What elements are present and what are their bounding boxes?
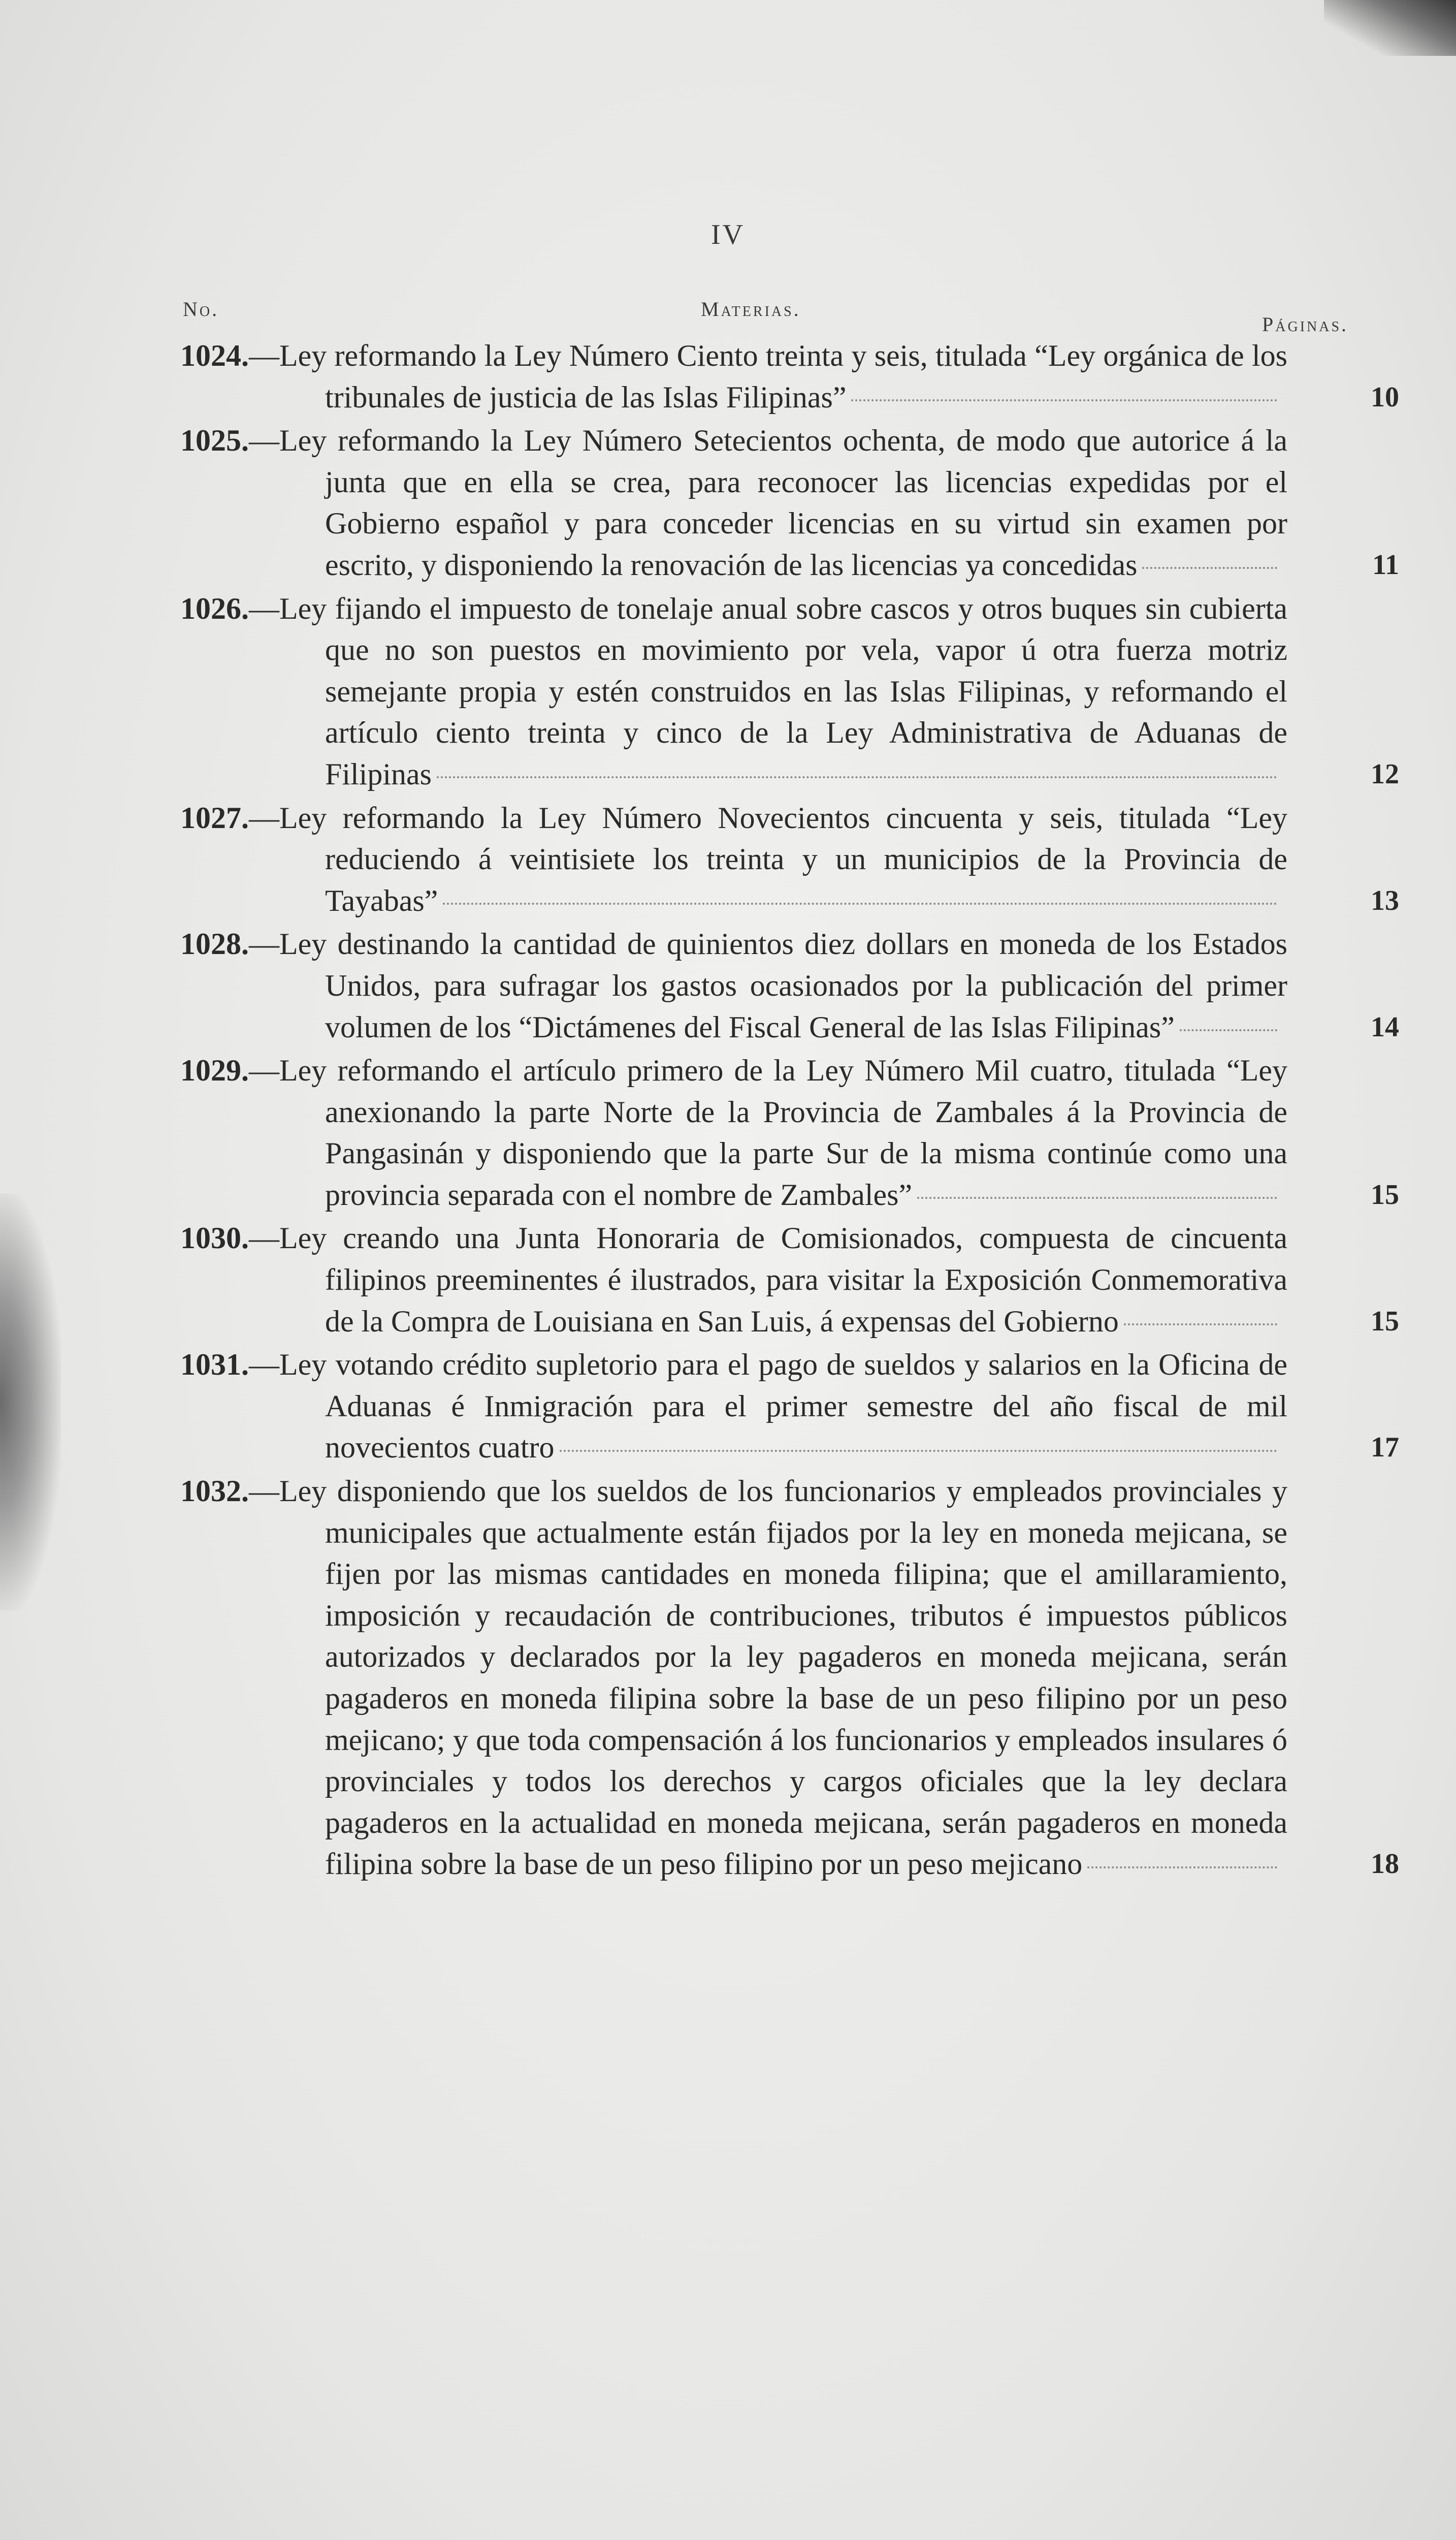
toc-entry — [180, 1344, 1399, 1469]
toc-entry-body — [180, 420, 1287, 586]
toc-entry-body — [180, 1050, 1287, 1216]
toc-entry — [180, 1471, 1399, 1885]
scan-shadow-left — [0, 1194, 61, 1610]
table-of-contents — [180, 335, 1399, 1887]
toc-entry — [180, 798, 1399, 922]
toc-entry-body — [180, 924, 1287, 1048]
page-ref: 15 — [1371, 1305, 1399, 1337]
law-number: 1030. — [180, 1221, 249, 1255]
law-title: —Ley reformando la Ley Número Novecientos cincuenta y seis, titulada “Ley reduciendo á veintisiete los treinta y un municipios de la Provincia de Tayabas” — [249, 801, 1287, 917]
law-title: —Ley creando una Junta Honoraria de Comisionados, compuesta de cincuenta filipinos preeminentes é ilustrados, para visitar la Exposición Conmemorativa de la Compra de Louisiana en San Luis, á expensas del Gobierno — [249, 1221, 1287, 1338]
law-number: 1024. — [180, 339, 249, 372]
toc-entry-body — [180, 798, 1287, 922]
toc-entry — [180, 1218, 1399, 1342]
dot-leader — [851, 399, 1277, 401]
toc-entry — [180, 924, 1399, 1048]
page-ref: 18 — [1371, 1848, 1399, 1880]
dot-leader — [443, 903, 1277, 905]
law-title: —Ley votando crédito supletorio para el pago de sueldos y salarios en la Oficina de Aduanas é Inmigración para el primer semestre del año fiscal de mil novecientos cuatro — [249, 1348, 1287, 1465]
law-title: —Ley fijando el impuesto de tonelaje anual sobre cascos y otros buques sin cubierta que no son puestos en movimiento por vela, vapor ú otra fuerza motriz semejante propia y estén construidos en las Islas Filipinas, y reformando el artículo ciento treinta y cinco de la Ley Administrativa de Aduanas de Filipinas — [249, 591, 1287, 791]
column-header-materias: Materias. — [701, 298, 801, 321]
dot-leader — [1124, 1323, 1277, 1325]
toc-entry — [180, 588, 1399, 796]
law-number: 1027. — [180, 801, 249, 835]
page-ref: 17 — [1371, 1432, 1399, 1464]
page-ref: 14 — [1371, 1011, 1399, 1043]
dot-leader — [1142, 567, 1277, 569]
toc-entry-body — [180, 335, 1287, 418]
law-title: —Ley reformando la Ley Número Ciento treinta y seis, titulada “Ley orgánica de los tribunales de justicia de las Islas Filipinas” — [249, 339, 1287, 414]
law-number: 1028. — [180, 927, 249, 961]
law-number: 1032. — [180, 1474, 249, 1508]
page-ref: 13 — [1371, 884, 1399, 916]
toc-entry — [180, 420, 1399, 586]
law-title: —Ley disponiendo que los sueldos de los funcionarios y empleados provinciales y municipales que actualmente están fijados por la ley en moneda mejicana, se fijen por las mismas cantidades en moneda filipina; que el amillaramiento, imposición y recaudación de contribuciones, tributos é impuestos públicos autorizados y declarados por la ley pagaderos en moneda mejicana, serán pagaderos en moneda filipina sobre la base de un peso filipino por un peso mejicano; y que toda compensación á los funcionarios y empleados insulares ó provinciales y todos los derechos y cargos oficiales que la ley declara pagaderos en la actualidad en moneda mejicana, serán pagaderos en moneda filipina sobre la base de un peso filipino por un peso mejicano — [249, 1474, 1287, 1881]
law-title: —Ley reformando el artículo primero de la Ley Número Mil cuatro, titulada “Ley anexionando la parte Norte de la Provincia de Zambales á la Provincia de Pangasinán y disponiendo que la parte Sur de la misma continúe como una provincia separada con el nombre de Zambales” — [249, 1054, 1287, 1212]
toc-entry — [180, 335, 1399, 418]
toc-entry-body — [180, 1344, 1287, 1469]
toc-entry — [180, 1050, 1399, 1216]
law-number: 1031. — [180, 1348, 249, 1382]
column-header-no: No. — [183, 298, 219, 321]
page-number: IV — [710, 219, 746, 250]
page-ref: 12 — [1371, 758, 1399, 790]
law-number: 1029. — [180, 1054, 249, 1088]
dot-leader — [917, 1197, 1277, 1199]
law-title: —Ley reformando la Ley Número Setecientos ochenta, de modo que autorice á la junta que en ella se crea, para reconocer las licencias expedidas por el Gobierno español y para conceder licencias en su virtud sin examen por escrito, y disponiendo la renovación de las licencias ya concedidas — [249, 424, 1287, 582]
dot-leader — [560, 1450, 1278, 1452]
toc-entry-body — [180, 1218, 1287, 1342]
law-number: 1026. — [180, 591, 249, 625]
law-number: 1025. — [180, 424, 249, 458]
page-ref: 15 — [1371, 1179, 1399, 1211]
scan-shadow-corner — [1324, 0, 1456, 56]
dot-leader — [1180, 1029, 1277, 1031]
dot-leader — [1087, 1866, 1277, 1868]
dot-leader — [437, 776, 1277, 778]
toc-entry-body — [180, 588, 1287, 796]
page-ref: 10 — [1371, 381, 1399, 413]
law-title: —Ley destinando la cantidad de quinientos diez dollars en moneda de los Estados Unidos, para sufragar los gastos ocasionados por la publicación del primer volumen de los “Dictámenes del Fiscal General de las Islas Filipinas” — [249, 927, 1287, 1044]
column-header-paginas: Páginas. — [1262, 313, 1349, 336]
toc-entry-body — [180, 1471, 1287, 1885]
page-ref: 11 — [1372, 549, 1399, 581]
